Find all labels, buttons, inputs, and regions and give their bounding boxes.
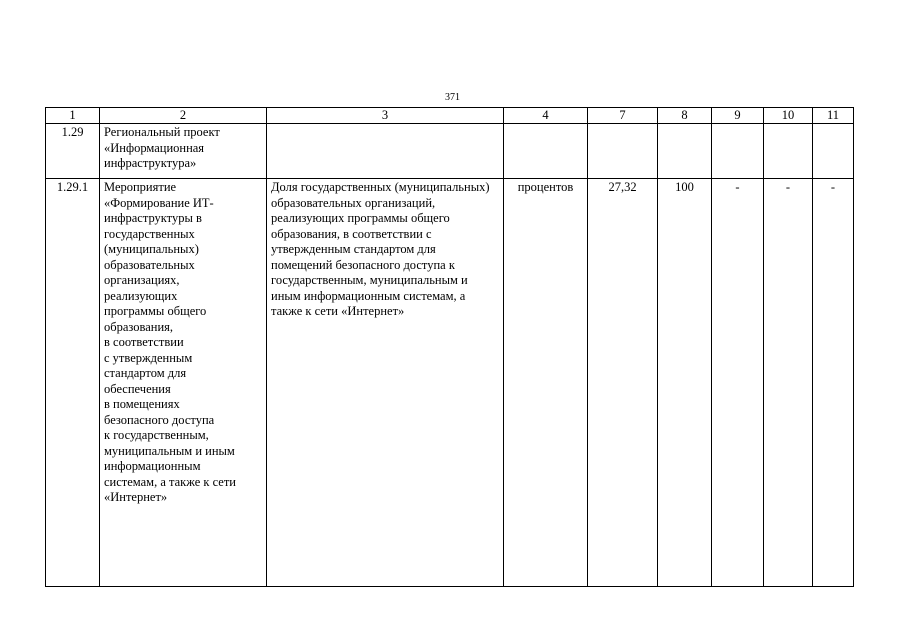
header-col-9: 9 <box>712 108 764 124</box>
header-col-4: 4 <box>504 108 588 124</box>
row-name-line: реализующих <box>104 288 178 303</box>
row-name-line: стандартом для <box>104 366 187 380</box>
row-name-line: к государственным, <box>104 428 209 442</box>
row-name-line: системам, а также к сети <box>104 474 236 489</box>
row-col-9 <box>712 124 764 179</box>
row-col-8: 100 <box>658 179 712 587</box>
header-col-2: 2 <box>100 108 267 124</box>
row-name-line: Мероприятие <box>104 180 177 194</box>
row-col-10: - <box>764 179 813 587</box>
row-name-line: программы общего <box>104 304 207 318</box>
row-name-line: (муниципальных) <box>104 242 199 256</box>
row-unit <box>504 124 588 179</box>
row-col-8 <box>658 124 712 179</box>
row-name-line: государственных <box>104 226 195 241</box>
row-indicator <box>267 124 504 179</box>
header-col-11: 11 <box>813 108 854 124</box>
row-name-line: «Интернет» <box>104 490 168 504</box>
row-name-line: муниципальным и иным <box>104 443 235 458</box>
row-name <box>100 179 267 587</box>
row-name-line: «Формирование ИТ- <box>104 195 214 210</box>
row-name-line: образовательных <box>104 257 195 272</box>
row-col-11 <box>813 124 854 179</box>
row-name-line: образования, <box>104 319 174 334</box>
row-col-10 <box>764 124 813 179</box>
row-col-7: 27,32 <box>588 179 658 587</box>
row-name-line: обеспечения <box>104 381 171 396</box>
header-col-1: 1 <box>46 108 100 124</box>
row-col-7 <box>588 124 658 179</box>
row-name-line: с утвержденным <box>104 350 193 365</box>
row-name-line: организациях, <box>104 273 180 287</box>
header-row <box>46 108 854 124</box>
row-col-9: - <box>712 179 764 587</box>
row-indicator: Доля государственных (муниципальных) образовательных организаций, реализующих программы общего образования, в соответствии с утвержденным стандартом для помещений безопасного доступа к государственным, муниципальным и иным информационным системам, а также к сети «Интернет» <box>267 179 504 587</box>
row-name-line: в помещениях <box>104 397 180 411</box>
row-name-line: в соответствии <box>104 335 184 349</box>
row-name-line: инфраструктуры в <box>104 211 202 225</box>
header-col-3: 3 <box>267 108 504 124</box>
table-row <box>46 124 854 179</box>
page-number: 371 <box>445 92 460 103</box>
header-col-7: 7 <box>588 108 658 124</box>
row-name-line: безопасного доступа <box>104 412 215 427</box>
row-unit: процентов <box>504 179 588 587</box>
indicators-table <box>45 107 854 587</box>
table-row <box>46 179 854 587</box>
row-number: 1.29 <box>46 124 100 179</box>
header-col-10: 10 <box>764 108 813 124</box>
row-number: 1.29.1 <box>46 179 100 587</box>
row-name-line: информационным <box>104 459 201 473</box>
row-col-11: - <box>813 179 854 587</box>
row-name: Региональный проект «Информационная инфраструктура» <box>100 124 267 179</box>
header-col-8: 8 <box>658 108 712 124</box>
